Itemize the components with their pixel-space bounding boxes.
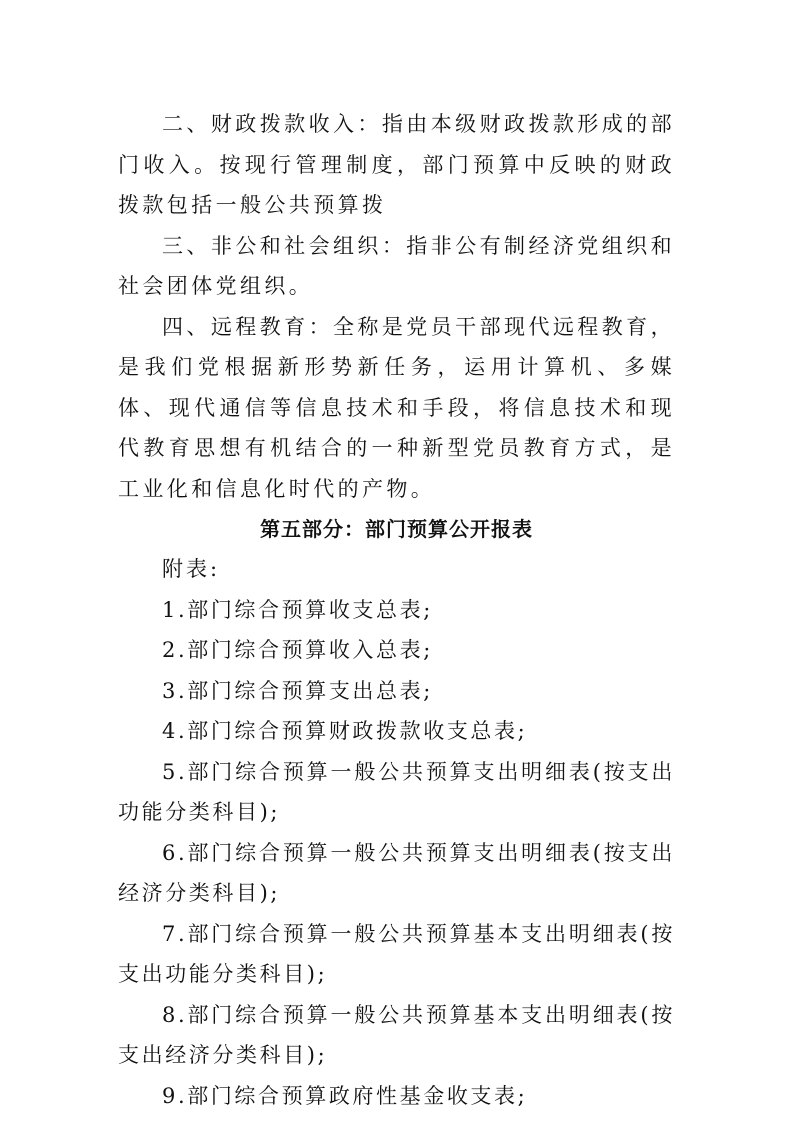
list-item: 7.部门综合预算一般公共预算基本支出明细表(按支出功能分类科目); bbox=[118, 921, 675, 986]
list-item: 1.部门综合预算收支总表; bbox=[162, 597, 433, 622]
list-item: 6.部门综合预算一般公共预算支出明细表(按支出经济分类科目); bbox=[118, 840, 675, 905]
list-item: 2.部门综合预算收入总表; bbox=[162, 638, 433, 662]
attachment-list bbox=[118, 590, 675, 1117]
list-item: 4.部门综合预算财政拨款收支总表; bbox=[162, 719, 528, 743]
section-heading: 第五部分：部门预算公开报表 bbox=[260, 517, 533, 541]
list-item: 8.部门综合预算一般公共预算基本支出明细表(按支出经济分类科目); bbox=[118, 1002, 675, 1067]
list-item: 3.部门综合预算支出总表; bbox=[162, 678, 433, 703]
list-item: 9.部门综合预算政府性基金收支表; bbox=[162, 1083, 528, 1108]
definition-non-public-orgs: 三、非公和社会组织：指非公有制经济党组织和社会团体党组织。 bbox=[118, 233, 675, 298]
definition-remote-education: 四、远程教育：全称是党员干部现代远程教育，是我们党根据新形势新任务，运用计算机、多媒体、现代通信等信息技术和手段，将信息技术和现代教育思想有机结合的一种新型党员教育方式，是工业化和信息化时代的产物。 bbox=[118, 314, 675, 501]
attachment-label: 附表: bbox=[162, 557, 221, 581]
list-item: 5.部门综合预算一般公共预算支出明细表(按支出功能分类科目); bbox=[118, 759, 675, 824]
definition-fiscal-appropriation: 二、财政拨款收入：指由本级财政拨款形成的部门收入。按现行管理制度，部门预算中反映的财政拨款包括一般公共预算拨 bbox=[118, 112, 675, 217]
